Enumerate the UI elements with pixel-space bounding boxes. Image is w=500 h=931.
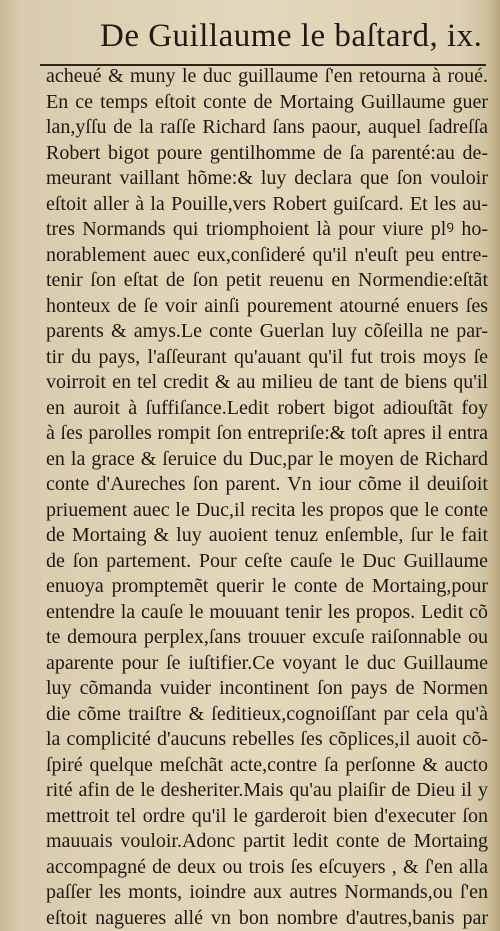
text-line: enuoya promptemẽt querir le conte de Mortaing,pour [46,575,488,597]
text-line: norablement auec eux,conſideré qu'il n'euſt peu entre- [46,243,488,266]
text-line: tir du pays, l'aſſeurant qu'auant qu'il fut trois moys ſe [46,345,488,368]
text-line: aparente pour ſe iuſtifier.Ce voyant le duc Guillaume [46,651,488,674]
text-line: la complicité d'aucuns rebelles ſes cõplices,il auoit cõ- [46,728,488,750]
text-line: accompagné de deux ou trois ſes eſcuyers , & ſ'en alla [46,855,488,878]
body-text [46,64,488,931]
text-line: de Mortaing & luy auoient tenuz enſemble, ſur le fait [46,524,488,546]
text-line: voirroit en tel credit & au milieu de tant de biens qu'il [46,371,488,393]
text-line: parents & amys.Le conte Guerlan luy cõſeilla ne par- [46,320,488,342]
text-line: mettroit tel ordre qu'il le garderoit bien d'executer ſon [46,804,488,827]
text-line: acheué & muny le duc guillaume ſ'en retourna à roué. [46,65,488,87]
text-line: en auroit à ſuffiſance.Ledit robert bigot adiouſtãt foy [46,396,488,419]
text-line: lan,yſſu de la raſſe Richard ſans paour, auquel ſadreſſa [46,116,488,138]
text-line: rité afin de le desheriter.Mais qu'au plaiſir de Dieu il y [46,779,488,801]
text-line: honteux de ſe voir ainſi pourement atourné enuers ſes [46,294,488,317]
text-line: tres Normands qui triomphoient là pour viure plꝰ ho- [46,218,488,240]
text-line: ſpiré quelque meſchãt acte,contre ſa perſonne & aucto [46,753,488,776]
page-gutter [486,0,500,931]
text-line: eſtoit aller à la Pouille,vers Robert guiſcard. Et les au- [46,192,488,215]
text-line: Robert bigot poure gentilhomme de ſa parenté:au de- [46,141,488,164]
blank-lower-margin [0,820,500,931]
text-line: priuement auec le Duc,il recita les propos que le conte [46,498,488,521]
page-header [0,14,500,66]
running-title: De Guillaume le baſtard, ix. [100,18,483,54]
text-line: eſtoit nagueres allé vn bon nombre d'autres,banis par [46,906,488,929]
text-line: de ſon partement. Pour ceſte cauſe le Duc Guillaume [46,549,488,572]
text-line: En ce temps eſtoit conte de Mortaing Guillaume guer [46,90,488,113]
text-line: à ſes parolles rompit ſon entrepriſe:& toſt apres il entra [46,422,488,444]
text-line: paſſer les monts, ioindre aux autres Normands,ou ſ'en [46,881,488,903]
text-line: die cõme traiſtre & ſeditieux,cognoiſſant par cela qu'à [46,702,488,725]
text-line: tenir ſon eſtat de ſon petit reuenu en Normendie:eſtãt [46,269,488,291]
text-line: meurant vaillant hõme:& luy declara que ſon vouloir [46,167,488,189]
text-line: te demoura perplex,ſans trouuer excuſe raiſonnable ou [46,626,488,648]
text-line: conte d'Aureches ſon parent. Vn iour cõme il deuiſoit [46,473,488,495]
text-line: luy cõmanda vuider incontinent ſon pays de Normen [46,677,488,699]
text-line: en la grace & ſeruice du Duc,par le moyen de Richard [46,447,488,470]
text-line: entendre la cauſe le mouuant tenir les propos. Ledit cõ [46,600,488,623]
text-line: mauuais vouloir.Adonc partit ledit conte de Mortaing [46,830,488,852]
